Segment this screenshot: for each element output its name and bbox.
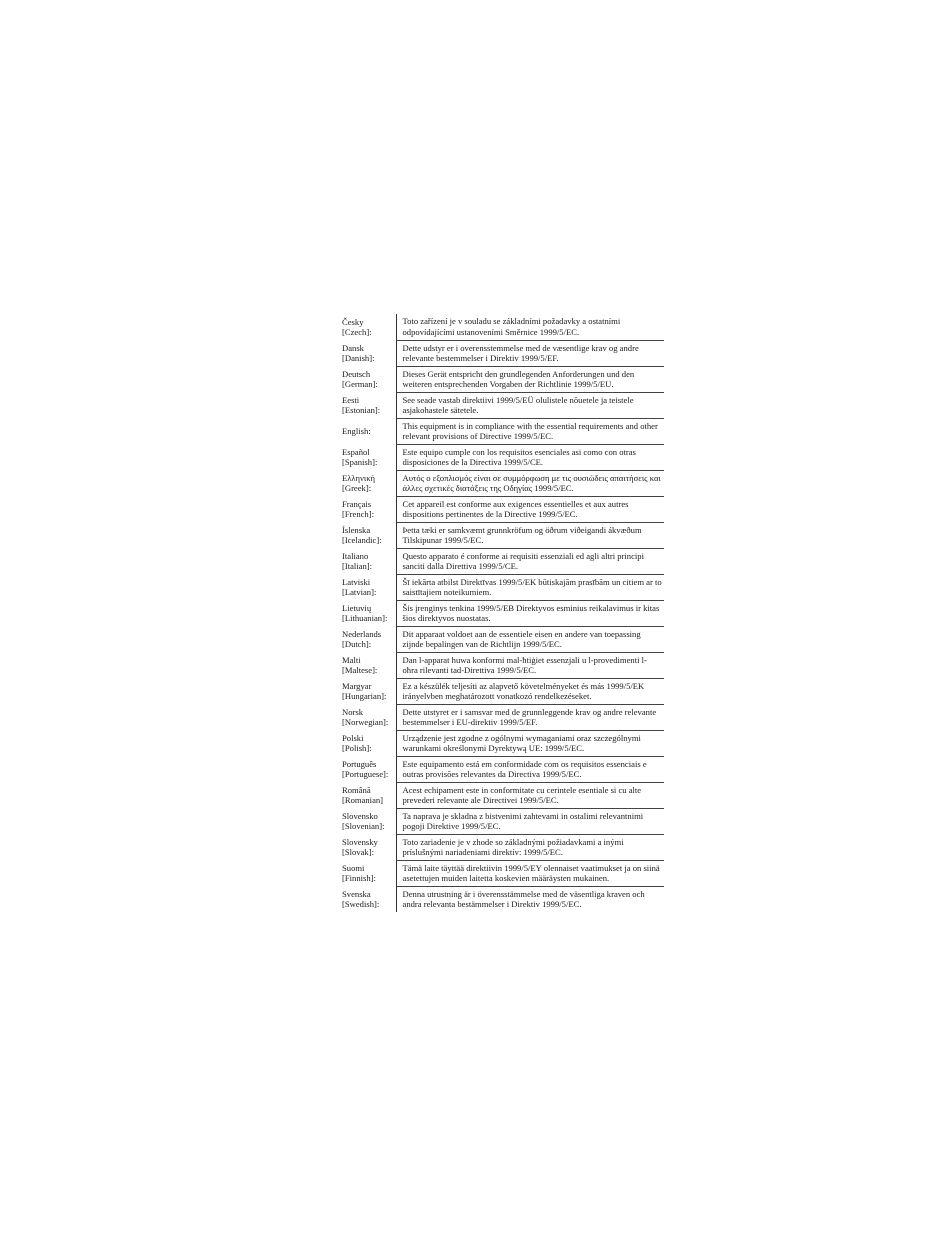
language-name: Nederlands [342,628,382,639]
table-row [337,678,664,704]
table-row [337,886,664,912]
declaration-cell [396,496,664,522]
declaration-text: Ta naprava je skladna z bistvenimi zahtevami in ostalimi relevantnimi pogoji Direktive 1999/5/EC. [402,810,644,831]
declaration-cell [396,704,664,730]
language-name: Français [342,498,372,509]
table-row [337,704,664,730]
table-row [337,392,664,418]
declaration-text: Este equipo cumple con los requisitos esenciales asi como con otras disposiciones de la Directiva 1999/5/CE. [402,446,636,467]
declaration-text: Dan l-apparat huwa konformi mal-ħtiġiet essenzjali u l-provedimenti l-oħra rilevanti tad-Direttiva 1999/5/EC. [402,654,647,675]
table-row [337,444,664,470]
language-cell [337,574,396,600]
declaration-text: Toto zařízení je v souladu se základními požadavky a ostatními odpovídajícími ustanoveními Směrnice 1999/5/EC. [402,316,621,337]
declaration-text: Dieses Gerät entspricht den grundlegenden Anforderungen und den weiteren entsprechenden Vorgaben der Richtlinie 1999/5/EU. [402,368,635,389]
language-english-name: [Latvian]: [342,587,377,597]
declaration-text: Acest echipament este in conformitate cu cerintele esentiale si cu alte prevederi relevante ale Directivei 1999/5/EC. [402,784,642,805]
table-row [337,626,664,652]
language-english-name: [German]: [342,379,378,389]
language-english-name: [Italian]: [342,561,373,571]
declaration-text: This equipment is in compliance with the essential requirements and other relevant provisions of Directive 1999/5/EC. [402,420,658,441]
declaration-text: Αυτός ο εξοπλισμός είναι σε συμμόρφωση με τις ουσιώδεις απαιτήσεις και άλλες σχετικές διατάξεις της Οδηγίας 1999/5/EC. [402,472,661,493]
language-name: Dansk [342,342,364,353]
declaration-text: See seade vastab direktiivi 1999/5/EÜ olulistele nõuetele ja teistele asjakohastele sätetele. [402,394,634,415]
table-row [337,340,664,366]
declaration-text: Tämä laite täyttää direktiivin 1999/5/EY olennaiset vaatimukset ja on siinä asetettujen muiden laitetta koskevien määräysten mukainen. [402,862,660,883]
language-english-name: [Czech]: [342,327,372,337]
language-name: Svenska [342,888,371,899]
declaration-cell [396,600,664,626]
language-english-name: [Maltese]: [342,665,378,675]
language-cell [337,756,396,782]
declaration-cell [396,834,664,860]
language-english-name: [Romanian] [342,795,384,805]
language-cell [337,860,396,886]
language-name: Malti [342,654,361,665]
language-cell [337,730,396,756]
table-row [337,548,664,574]
declaration-cell [396,626,664,652]
declaration-text: Šis įrenginys tenkina 1999/5/EB Direktyvos esminius reikalavimus ir kitas šios direktyvos nuostatas. [402,602,660,623]
language-name: Eesti [342,394,360,405]
language-name: Norsk [342,706,364,717]
table-row [337,574,664,600]
language-english-name: [Icelandic]: [342,535,382,545]
declaration-cell [396,860,664,886]
language-cell [337,626,396,652]
language-name: Italiano [342,550,369,561]
language-english-name: [Finnish]: [342,873,376,883]
table-row [337,496,664,522]
declaration-cell [396,652,664,678]
declaration-text: Þetta tæki er samkvæmt grunnkröfum og öðrum viðeigandi ákvæðum Tilskipunar 1999/5/EC. [402,524,642,545]
declaration-text: Urządzenie jest zgodne z ogólnymi wymaganiami oraz szczególnymi warunkami określonymi Dyrektywą UE: 1999/5/EC. [402,732,641,753]
language-name: English: [342,425,371,436]
declaration-cell [396,574,664,600]
language-name: Latviski [342,576,371,587]
table-row [337,808,664,834]
language-english-name: [French]: [342,509,374,519]
language-english-name: [Hungarian]: [342,691,387,701]
declaration-cell [396,418,664,444]
language-cell [337,314,396,340]
language-english-name: [Estonian]: [342,405,381,415]
declaration-cell [396,366,664,392]
declaration-text: Šī iekārta atbilst Direktīvas 1999/5/EK būtiskajām prasībām un citiem ar to saistītajiem noteikumiem. [402,576,662,597]
language-name: Deutsch [342,368,371,379]
language-english-name: [Dutch]: [342,639,372,649]
language-name: Íslenska [342,524,371,535]
declarations-body [337,314,664,912]
table-row [337,756,664,782]
declaration-cell [396,392,664,418]
language-english-name: [Portuguese]: [342,769,389,779]
language-cell [337,548,396,574]
declaration-cell [396,444,664,470]
language-cell [337,392,396,418]
language-cell [337,678,396,704]
language-english-name: [Norwegian]: [342,717,389,727]
language-cell [337,886,396,912]
table-row [337,314,664,340]
table-row [337,860,664,886]
declaration-cell [396,782,664,808]
declaration-text: Dit apparaat voldoet aan de essentiele eisen en andere van toepassing zijnde bepalingen van de Richtlijn 1999/5/EC. [402,628,641,649]
language-cell [337,444,396,470]
language-english-name: [Polish]: [342,743,372,753]
language-cell [337,782,396,808]
declaration-cell [396,678,664,704]
language-cell [337,652,396,678]
language-cell [337,522,396,548]
language-english-name: [Slovak]: [342,847,374,857]
language-english-name: [Swedish]: [342,899,380,909]
table-row [337,366,664,392]
compliance-declarations-table [337,314,664,912]
language-name: Español [342,446,370,457]
language-english-name: [Slovenian]: [342,821,385,831]
language-name: Margyar [342,680,372,691]
declaration-cell [396,314,664,340]
declaration-cell [396,470,664,496]
declaration-text: Cet appareil est conforme aux exigences essentielles et aux autres dispositions pertinentes de la Directive 1999/5/EC. [402,498,629,519]
table-row [337,522,664,548]
declaration-text: Este equipamento está em conformidade com os requisitos essenciais e outras provisões relevantes da Directiva 1999/5/EC. [402,758,647,779]
language-name: Česky [342,316,364,327]
table-row [337,834,664,860]
language-name: Slovensky [342,836,378,847]
language-name: Lietuvių [342,602,372,613]
table-row [337,470,664,496]
language-name: Português [342,758,377,769]
table-row [337,730,664,756]
declaration-cell [396,548,664,574]
declaration-text: Dette utstyret er i samsvar med de grunnleggende krav og andre relevante bestemmelser i EU-direktiv 1999/5/EF. [402,706,657,727]
language-english-name: [Spanish]: [342,457,378,467]
declaration-cell [396,808,664,834]
language-cell [337,496,396,522]
language-name: Slovensko [342,810,378,821]
language-cell [337,808,396,834]
language-english-name: [Danish]: [342,353,375,363]
table-row [337,600,664,626]
declaration-cell [396,730,664,756]
declaration-cell [396,756,664,782]
language-name: Suomi [342,862,365,873]
table-row [337,652,664,678]
declaration-cell [396,886,664,912]
language-cell [337,418,396,444]
language-name: Română [342,784,371,795]
language-cell [337,704,396,730]
declaration-cell [396,340,664,366]
declaration-text: Denna utrustning är i överensstämmelse med de väsentliga kraven och andra relevanta bestämmelser i Direktiv 1999/5/EC. [402,888,645,910]
declaration-text: Toto zariadenie je v zhode so základnými požiadavkami a inými príslušnými nariadeniami direktív: 1999/5/EC. [402,836,624,857]
language-name: Ελληνική [342,472,376,483]
declaration-text: Dette udstyr er i overensstemmelse med de væsentlige krav og andre relevante bestemmelser i Direktiv 1999/5/EF. [402,342,639,363]
language-english-name: [Lithuanian]: [342,613,388,623]
language-cell [337,340,396,366]
language-cell [337,366,396,392]
language-cell [337,600,396,626]
table-row [337,418,664,444]
declaration-cell [396,522,664,548]
language-english-name: [Greek]: [342,483,372,493]
language-cell [337,834,396,860]
language-cell [337,470,396,496]
table-row [337,782,664,808]
language-name: Polski [342,732,364,743]
declaration-text: Questo apparato é conforme ai requisiti essenziali ed agli altri principi sanciti dalla Direttiva 1999/5/CE. [402,550,644,571]
declaration-text: Ez a készülék teljesíti az alapvető követelményeket és más 1999/5/EK irányelvben meghatározott vonatkozó rendelkezéseket. [402,680,645,701]
